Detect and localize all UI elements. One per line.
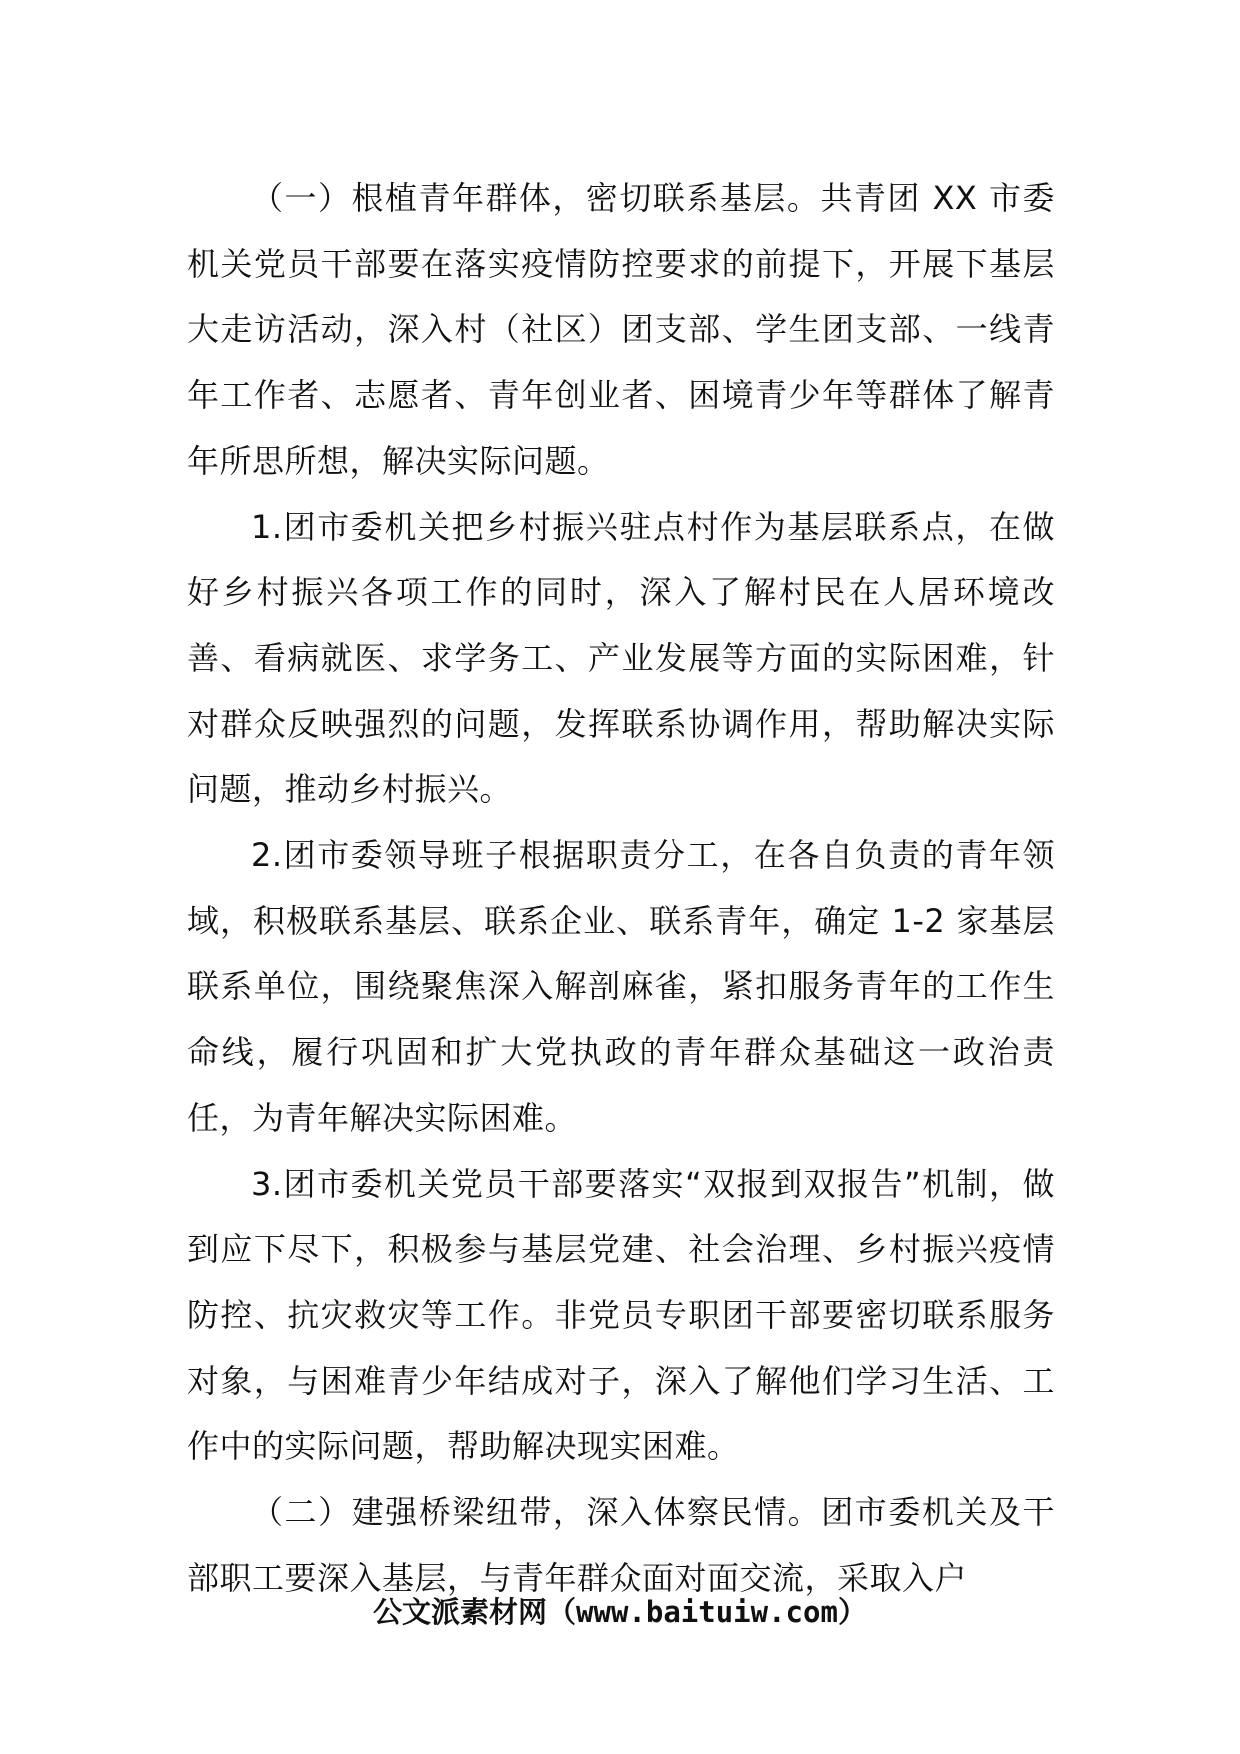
paragraph-item-3: 3.团市委机关党员干部要落实“双报到双报告”机制，做到应下尽下，积极参与基层党建、社会治理、乡村振兴疫情防控、抗灾救灾等工作。非党员专职团干部要密切联系服务对象，与困难青少年结成对子，深入了解他们学习生活、工作中的实际问题，帮助解决现实困难。 [187, 1164, 1055, 1466]
footer-site-name: 公文派素材网 [373, 1595, 548, 1629]
footer-watermark [0, 1592, 1240, 1632]
paragraph-item-1: 1.团市委机关把乡村振兴驻点村作为基层联系点，在做好乡村振兴各项工作的同时，深入了解村民在人居环境改善、看病就医、求学务工、产业发展等方面的实际困难，针对群众反映强烈的问题，发挥联系协调作用，帮助解决实际问题，推动乡村振兴。 [187, 507, 1055, 809]
paragraph-section-2: （二）建强桥梁纽带，深入体察民情。团市委机关及干部职工要深入基层，与青年群众面对面交流，采取入户 [187, 1493, 1055, 1597]
footer-url: （www.baituiw.com） [547, 1595, 867, 1629]
paragraph-section-1: （一）根植青年群体，密切联系基层。共青团 XX 市委机关党员干部要在落实疫情防控要求的前提下，开展下基层大走访活动，深入村（社区）团支部、学生团支部、一线青年工作者、志愿者、青年创业者、困境青少年等群体了解青年所思所想，解决实际问题。 [187, 179, 1055, 480]
document-body [187, 166, 1055, 1611]
paragraph-item-2: 2.团市委领导班子根据职责分工，在各自负责的青年领域，积极联系基层、联系企业、联系青年，确定 1-2 家基层联系单位，围绕聚焦深入解剖麻雀，紧扣服务青年的工作生命线，履行巩固和扩大党执政的青年群众基础这一政治责任，为青年解决实际困难。 [187, 836, 1055, 1137]
